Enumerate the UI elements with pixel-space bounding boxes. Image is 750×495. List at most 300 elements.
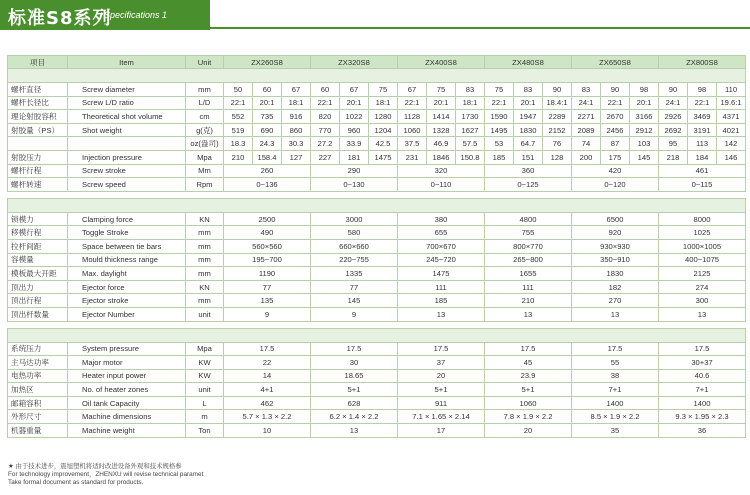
section-band	[8, 328, 746, 342]
value-cell: 18:1	[282, 96, 311, 110]
value-cell: 145	[630, 150, 659, 164]
value-cell: 2912	[630, 123, 659, 137]
row-label-en: Injection pressure	[68, 150, 186, 164]
value-cell: 30	[311, 356, 398, 370]
row-label-en: Mould thickness range	[68, 253, 186, 267]
row-label-cn: 拉杆间距	[8, 239, 68, 253]
value-cell: 75	[369, 83, 398, 97]
value-cell: 150.8	[456, 150, 485, 164]
value-cell: 18.4:1	[543, 96, 572, 110]
value-cell: 5+1	[398, 383, 485, 397]
row-unit: Mpa	[186, 342, 224, 356]
row-unit: KW	[186, 369, 224, 383]
value-cell: 24:1	[659, 96, 688, 110]
value-cell: 1846	[427, 150, 456, 164]
value-cell: 13	[311, 424, 398, 438]
value-cell: 1022	[340, 110, 369, 124]
row-label-cn: 螺杆转速	[8, 178, 68, 192]
row-label-en: Theoretical shot volume	[68, 110, 186, 124]
row-label-cn: 螺杆直径	[8, 83, 68, 97]
row-unit: KN	[186, 212, 224, 226]
value-cell: 5.7 × 1.3 × 2.2	[224, 410, 311, 424]
table-row	[8, 137, 746, 151]
value-cell: 0~110	[398, 178, 485, 192]
spacer-cell	[8, 321, 746, 328]
row-unit: Mm	[186, 164, 224, 178]
value-cell: 1475	[369, 150, 398, 164]
row-label-en: Major motor	[68, 356, 186, 370]
row-unit: mm	[186, 267, 224, 281]
value-cell: 1947	[514, 110, 543, 124]
value-cell: 24:1	[572, 96, 601, 110]
value-cell: 860	[282, 123, 311, 137]
value-cell: 660×660	[311, 239, 398, 253]
value-cell: 13	[398, 307, 485, 321]
row-label-en: Screw diameter	[68, 83, 186, 97]
value-cell: 1335	[311, 267, 398, 281]
value-cell: 22:1	[485, 96, 514, 110]
row-label-cn: 射胶量（PS）	[8, 123, 68, 137]
value-cell: 920	[572, 226, 659, 240]
value-cell: 17	[398, 424, 485, 438]
row-label-cn: 机器重量	[8, 424, 68, 438]
row-label-cn: 电热功率	[8, 369, 68, 383]
value-cell: 23.9	[485, 369, 572, 383]
row-label-cn: 邮箱容积	[8, 396, 68, 410]
table-row	[8, 253, 746, 267]
value-cell: 1830	[514, 123, 543, 137]
value-cell: 37	[398, 356, 485, 370]
value-cell: 145	[311, 294, 398, 308]
value-cell: 2500	[224, 212, 311, 226]
value-cell: 1830	[572, 267, 659, 281]
value-cell: 60	[311, 83, 340, 97]
value-cell: 22:1	[311, 96, 340, 110]
value-cell: 2271	[572, 110, 601, 124]
table-header-row	[8, 56, 746, 69]
table-row	[8, 226, 746, 240]
value-cell: 37.5	[398, 137, 427, 151]
value-cell: 218	[659, 150, 688, 164]
row-unit: g(克)	[186, 123, 224, 137]
value-cell: 83	[456, 83, 485, 97]
value-cell: 151	[514, 150, 543, 164]
value-cell: 9.3 × 1.95 × 2.3	[659, 410, 746, 424]
table-row	[8, 96, 746, 110]
row-label-cn: 射胶压力	[8, 150, 68, 164]
table-row	[8, 356, 746, 370]
value-cell: 175	[601, 150, 630, 164]
row-label-en: Heater input power	[68, 369, 186, 383]
table-row	[8, 424, 746, 438]
spec-table	[7, 55, 746, 438]
table-row	[8, 342, 746, 356]
value-cell: 30+37	[659, 356, 746, 370]
row-label-en: System pressure	[68, 342, 186, 356]
value-cell: 146	[717, 150, 746, 164]
row-label-cn: 理论射胶容积	[8, 110, 68, 124]
row-unit: cm	[186, 110, 224, 124]
value-cell: 700×670	[398, 239, 485, 253]
value-cell: 3469	[688, 110, 717, 124]
value-cell: 76	[543, 137, 572, 151]
value-cell: 64.7	[514, 137, 543, 151]
row-label-en: Machine dimensions	[68, 410, 186, 424]
table-row	[8, 396, 746, 410]
row-unit: m	[186, 410, 224, 424]
value-cell: 930×930	[572, 239, 659, 253]
value-cell: 20:1	[340, 96, 369, 110]
value-cell: 9	[311, 307, 398, 321]
value-cell: 24.3	[253, 137, 282, 151]
value-cell: 735	[253, 110, 282, 124]
value-cell: 14	[224, 369, 311, 383]
value-cell: 7.1 × 1.65 × 2.14	[398, 410, 485, 424]
header-item-en: Item	[68, 56, 186, 69]
value-cell: 74	[572, 137, 601, 151]
value-cell: 90	[601, 83, 630, 97]
row-label-en: Screw L/D ratio	[68, 96, 186, 110]
value-cell: 290	[311, 164, 398, 178]
row-label-cn: 移模行程	[8, 226, 68, 240]
value-cell: 4+1	[224, 383, 311, 397]
spacer-cell	[8, 191, 746, 198]
table-row	[8, 212, 746, 226]
value-cell: 1060	[398, 123, 427, 137]
value-cell: 265~800	[485, 253, 572, 267]
row-label-cn: 系统压力	[8, 342, 68, 356]
value-cell: 1655	[485, 267, 572, 281]
value-cell: 2152	[543, 123, 572, 137]
row-unit: mm	[186, 294, 224, 308]
row-unit: oz(盎司)	[186, 137, 224, 151]
table-row	[8, 164, 746, 178]
value-cell: 83	[572, 83, 601, 97]
footnote-cn: ★ 由于技术进步，震旭塑机将适时改进设备外观和技术规格参	[8, 463, 182, 470]
value-cell: 111	[398, 280, 485, 294]
value-cell: 0~136	[224, 178, 311, 192]
value-cell: 1400	[659, 396, 746, 410]
value-cell: 142	[717, 137, 746, 151]
value-cell: 17.5	[398, 342, 485, 356]
value-cell: 20:1	[630, 96, 659, 110]
value-cell: 300	[659, 294, 746, 308]
value-cell: 184	[688, 150, 717, 164]
value-cell: 560×560	[224, 239, 311, 253]
value-cell: 0~120	[572, 178, 659, 192]
row-label-cn: 螺杆行程	[8, 164, 68, 178]
value-cell: 360	[485, 164, 572, 178]
value-cell: 27.2	[311, 137, 340, 151]
section-band	[8, 69, 746, 83]
header-model: ZX800S8	[659, 56, 746, 69]
value-cell: 2926	[659, 110, 688, 124]
value-cell: 103	[630, 137, 659, 151]
value-cell: 22:1	[398, 96, 427, 110]
value-cell: 1000×1005	[659, 239, 746, 253]
value-cell: 38	[572, 369, 659, 383]
table-row	[8, 294, 746, 308]
value-cell: 911	[398, 396, 485, 410]
value-cell: 20	[398, 369, 485, 383]
row-label-en: Screw speed	[68, 178, 186, 192]
value-cell: 462	[224, 396, 311, 410]
table-row	[8, 280, 746, 294]
row-unit: unit	[186, 307, 224, 321]
value-cell: 18.3	[224, 137, 253, 151]
table-row	[8, 369, 746, 383]
value-cell: 83	[514, 83, 543, 97]
value-cell: 200	[572, 150, 601, 164]
value-cell: 755	[485, 226, 572, 240]
value-cell: 1025	[659, 226, 746, 240]
value-cell: 195~700	[224, 253, 311, 267]
value-cell: 1400	[572, 396, 659, 410]
value-cell: 185	[398, 294, 485, 308]
footnote-en-2: Take formal document as standard for products.	[8, 479, 144, 486]
value-cell: 19.6:1	[717, 96, 746, 110]
value-cell: 3166	[630, 110, 659, 124]
row-label-en: Ejector force	[68, 280, 186, 294]
value-cell: 110	[717, 83, 746, 97]
row-label-cn: 顶出行程	[8, 294, 68, 308]
value-cell: 181	[340, 150, 369, 164]
value-cell: 210	[485, 294, 572, 308]
value-cell: 490	[224, 226, 311, 240]
value-cell: 270	[572, 294, 659, 308]
value-cell: 17.5	[572, 342, 659, 356]
row-label-en: Space between tie bars	[68, 239, 186, 253]
value-cell: 1328	[427, 123, 456, 137]
value-cell: 20	[485, 424, 572, 438]
value-cell: 77	[224, 280, 311, 294]
value-cell: 98	[630, 83, 659, 97]
value-cell: 820	[311, 110, 340, 124]
value-cell: 320	[398, 164, 485, 178]
value-cell: 113	[688, 137, 717, 151]
row-label-en: Oil tank Capacity	[68, 396, 186, 410]
value-cell: 7.8 × 1.9 × 2.2	[485, 410, 572, 424]
value-cell: 22	[224, 356, 311, 370]
value-cell: 5+1	[485, 383, 572, 397]
header-model: ZX650S8	[572, 56, 659, 69]
row-label-cn: 顶出力	[8, 280, 68, 294]
value-cell: 1414	[427, 110, 456, 124]
row-unit: mm	[186, 226, 224, 240]
table-row	[8, 83, 746, 97]
header-item-cn: 项目	[8, 56, 68, 69]
value-cell: 17.5	[311, 342, 398, 356]
value-cell: 13	[485, 307, 572, 321]
value-cell: 227	[311, 150, 340, 164]
value-cell: 2125	[659, 267, 746, 281]
header-model: ZX480S8	[485, 56, 572, 69]
value-cell: 1590	[485, 110, 514, 124]
row-label-en: Max. daylight	[68, 267, 186, 281]
value-cell: 260	[224, 164, 311, 178]
value-cell: 127	[282, 150, 311, 164]
value-cell: 1128	[398, 110, 427, 124]
row-label-en: Ejector stroke	[68, 294, 186, 308]
value-cell: 40.6	[659, 369, 746, 383]
table-row	[8, 307, 746, 321]
value-cell: 77	[311, 280, 398, 294]
title-bar	[0, 0, 210, 30]
row-label-cn: 锁模力	[8, 212, 68, 226]
row-label-cn: 容模量	[8, 253, 68, 267]
value-cell: 5+1	[311, 383, 398, 397]
row-label-cn: 外形尺寸	[8, 410, 68, 424]
table-row	[8, 150, 746, 164]
row-unit: mm	[186, 239, 224, 253]
page-title-cn: 标准S8系列	[8, 8, 112, 29]
value-cell: 3000	[311, 212, 398, 226]
value-cell: 111	[485, 280, 572, 294]
value-cell: 22:1	[688, 96, 717, 110]
row-label-cn: 主马达功率	[8, 356, 68, 370]
value-cell: 916	[282, 110, 311, 124]
value-cell: 35	[572, 424, 659, 438]
row-unit: Ton	[186, 424, 224, 438]
value-cell: 20:1	[514, 96, 543, 110]
value-cell: 1475	[398, 267, 485, 281]
value-cell: 655	[398, 226, 485, 240]
row-label-cn: 模板最大开距	[8, 267, 68, 281]
title-divider	[210, 27, 750, 29]
row-unit: L/D	[186, 96, 224, 110]
value-cell: 13	[659, 307, 746, 321]
value-cell: 18:1	[456, 96, 485, 110]
footnotes	[8, 463, 203, 487]
page-title-en: Specifications 1	[104, 10, 168, 20]
value-cell: 690	[253, 123, 282, 137]
row-unit: KW	[186, 356, 224, 370]
value-cell: 8.5 × 1.9 × 2.2	[572, 410, 659, 424]
row-label-en: Ejector Number	[68, 307, 186, 321]
value-cell: 13	[572, 307, 659, 321]
row-unit: KN	[186, 280, 224, 294]
value-cell: 50	[224, 83, 253, 97]
value-cell: 960	[340, 123, 369, 137]
value-cell: 22:1	[601, 96, 630, 110]
row-label-en: Shot weight	[68, 123, 186, 137]
value-cell: 60	[253, 83, 282, 97]
value-cell: 552	[224, 110, 253, 124]
value-cell: 18.65	[311, 369, 398, 383]
value-cell: 128	[543, 150, 572, 164]
value-cell: 20:1	[253, 96, 282, 110]
value-cell: 519	[224, 123, 253, 137]
value-cell: 17.5	[659, 342, 746, 356]
value-cell: 90	[543, 83, 572, 97]
value-cell: 245~720	[398, 253, 485, 267]
value-cell: 75	[485, 83, 514, 97]
value-cell: 4800	[485, 212, 572, 226]
value-cell: 17.5	[224, 342, 311, 356]
value-cell: 2089	[572, 123, 601, 137]
value-cell: 53	[485, 137, 514, 151]
value-cell: 20:1	[427, 96, 456, 110]
header-model: ZX260S8	[224, 56, 311, 69]
value-cell: 3191	[688, 123, 717, 137]
value-cell: 6.2 × 1.4 × 2.2	[311, 410, 398, 424]
row-unit: mm	[186, 83, 224, 97]
footnote-en: For technology improvement，ZHENXU will revise technical paramet	[8, 471, 204, 478]
table-row	[8, 178, 746, 192]
value-cell: 380	[398, 212, 485, 226]
table-row	[8, 239, 746, 253]
spacer-cell	[8, 69, 746, 83]
value-cell: 1190	[224, 267, 311, 281]
row-label-en: Clamping force	[68, 212, 186, 226]
header-model: ZX400S8	[398, 56, 485, 69]
value-cell: 8000	[659, 212, 746, 226]
row-label-en: Machine weight	[68, 424, 186, 438]
value-cell: 2456	[601, 123, 630, 137]
value-cell: 4371	[717, 110, 746, 124]
row-unit: mm	[186, 253, 224, 267]
value-cell: 770	[311, 123, 340, 137]
value-cell: 7+1	[572, 383, 659, 397]
value-cell: 350~910	[572, 253, 659, 267]
table-row	[8, 267, 746, 281]
value-cell: 0~125	[485, 178, 572, 192]
value-cell: 420	[572, 164, 659, 178]
row-unit: L	[186, 396, 224, 410]
value-cell: 182	[572, 280, 659, 294]
value-cell: 55	[572, 356, 659, 370]
value-cell: 1204	[369, 123, 398, 137]
spacer-cell	[8, 328, 746, 342]
value-cell: 17.5	[485, 342, 572, 356]
value-cell: 87	[601, 137, 630, 151]
value-cell: 2670	[601, 110, 630, 124]
value-cell: 22:1	[224, 96, 253, 110]
row-unit: unit	[186, 383, 224, 397]
value-cell: 2289	[543, 110, 572, 124]
value-cell: 628	[311, 396, 398, 410]
value-cell: 1280	[369, 110, 398, 124]
value-cell: 67	[398, 83, 427, 97]
value-cell: 1730	[456, 110, 485, 124]
row-label-en: No. of heater zones	[68, 383, 186, 397]
value-cell: 0~115	[659, 178, 746, 192]
section-gap	[8, 191, 746, 198]
value-cell: 2692	[659, 123, 688, 137]
value-cell: 185	[485, 150, 514, 164]
value-cell: 90	[659, 83, 688, 97]
section-band	[8, 198, 746, 212]
value-cell: 7+1	[659, 383, 746, 397]
value-cell: 1627	[456, 123, 485, 137]
table-row	[8, 123, 746, 137]
value-cell: 57.5	[456, 137, 485, 151]
spacer-cell	[8, 198, 746, 212]
value-cell: 18:1	[369, 96, 398, 110]
value-cell: 67	[282, 83, 311, 97]
row-label-cn	[8, 137, 68, 151]
value-cell: 33.9	[340, 137, 369, 151]
value-cell: 210	[224, 150, 253, 164]
value-cell: 98	[688, 83, 717, 97]
value-cell: 400~1075	[659, 253, 746, 267]
value-cell: 1060	[485, 396, 572, 410]
value-cell: 580	[311, 226, 398, 240]
row-label-en: Screw stroke	[68, 164, 186, 178]
section-gap	[8, 321, 746, 328]
value-cell: 95	[659, 137, 688, 151]
value-cell: 274	[659, 280, 746, 294]
